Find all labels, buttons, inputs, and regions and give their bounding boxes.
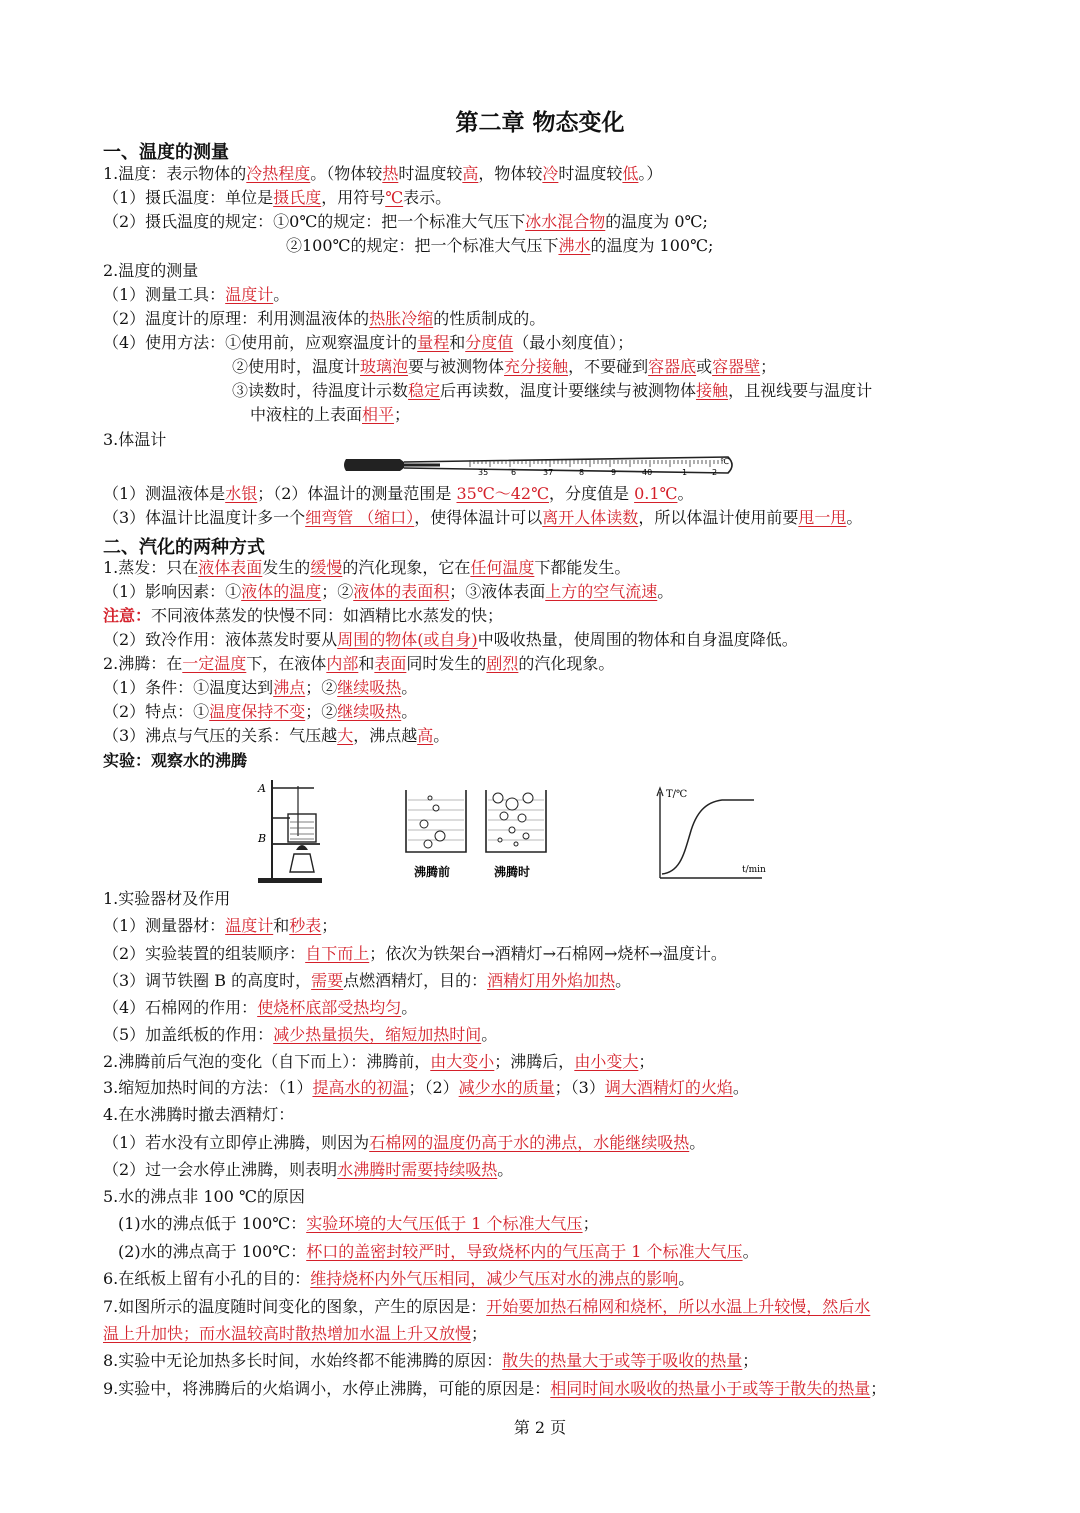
tick-label: 9 bbox=[611, 468, 617, 477]
temperature-curve bbox=[662, 800, 754, 874]
bubbles-figure bbox=[400, 786, 560, 886]
clinical-thermometer-figure bbox=[340, 449, 740, 481]
text-line: ②100℃的规定：把一个标准大气压下沸水的温度为 100℃; bbox=[286, 236, 714, 255]
text-line: (2)水的沸点高于 100℃：杯口的盖密封较严时，导致烧杯内的气压高于 1 个标准大气压。 bbox=[118, 1242, 759, 1261]
caption-before-boiling: 沸腾前 bbox=[414, 865, 451, 879]
alcohol-lamp bbox=[290, 854, 314, 872]
x-axis-label: t/min bbox=[742, 865, 766, 875]
text-line: （1）条件：①温度达到沸点；②继续吸热。 bbox=[103, 678, 418, 697]
temperature-time-graph bbox=[650, 784, 770, 884]
apparatus-figure bbox=[250, 776, 330, 886]
text-line: （4）石棉网的作用：使烧杯底部受热均匀。 bbox=[103, 998, 418, 1017]
text-line: 温上升加快；而水温较高时散热增加水温上升又放慢； bbox=[103, 1324, 488, 1343]
text-line: 1.实验器材及作用 bbox=[103, 889, 231, 908]
text-line: （3）调节铁圈 B 的高度时，需要点燃酒精灯，目的：酒精灯用外焰加热。 bbox=[103, 971, 632, 990]
text-line: (1)水的沸点低于 100℃：实验环境的大气压低于 1 个标准大气压； bbox=[118, 1214, 599, 1233]
text-line: （2）摄氏温度的规定：①0℃的规定：把一个标准大气压下冰水混合物的温度为 0℃; bbox=[103, 212, 708, 231]
tick-label: 37 bbox=[543, 468, 554, 477]
text-line: （1）测温液体是水银；（2）体温计的测量范围是 35℃～42℃，分度值是 0.1℃。 bbox=[103, 484, 694, 503]
text-line: （2）特点：①温度保持不变；②继续吸热。 bbox=[103, 702, 418, 721]
text-line: 1.温度：表示物体的冷热程度。（物体较热时温度较高，物体较冷时温度较低。） bbox=[103, 164, 663, 183]
tick-label: 2 bbox=[712, 468, 718, 477]
note-line: 注意：不同液体蒸发的快慢不同：如酒精比水蒸发的快； bbox=[103, 606, 504, 625]
tick-label: 1 bbox=[682, 468, 688, 477]
text-line: 2.沸腾前后气泡的变化（自下而上）：沸腾前，由大变小；沸腾后，由小变大； bbox=[103, 1052, 655, 1071]
page-title: 第二章 物态变化 bbox=[455, 110, 625, 136]
text-line: （1）影响因素：①液体的温度；②液体的表面积；③液体表面上方的空气流速。 bbox=[103, 582, 674, 601]
text-line: 3.体温计 bbox=[103, 430, 167, 449]
y-axis-label: T/℃ bbox=[666, 789, 688, 800]
text-line: （2）实验装置的组装顺序：自下而上；依次为铁架台→酒精灯→石棉网→烧杯→温度计。 bbox=[103, 944, 727, 963]
page-number: 第 2 页 bbox=[513, 1418, 567, 1437]
experiment-title: 实验：观察水的沸腾 bbox=[103, 751, 248, 770]
text-line: （4）使用方法：①使用前，应观察温度计的量程和分度值（最小刻度值）； bbox=[103, 333, 634, 352]
section-heading: 一、温度的测量 bbox=[103, 142, 229, 163]
tick-label: 8 bbox=[579, 468, 585, 477]
text-line: 4.在水沸腾时撤去酒精灯： bbox=[103, 1105, 295, 1124]
tick-label: 6 bbox=[511, 468, 517, 477]
text-line: （3）沸点与气压的关系：气压越大，沸点越高。 bbox=[103, 726, 450, 745]
caption-during-boiling: 沸腾时 bbox=[494, 865, 531, 879]
text-line: （1）摄氏温度：单位是摄氏度，用符号℃表示。 bbox=[103, 188, 452, 207]
text-line: （1）测量器材：温度计和秒表； bbox=[103, 916, 338, 935]
text-line: 9.实验中，将沸腾后的火焰调小，水停止沸腾，可能的原因是：相同时间水吸收的热量小于或等于散失的热量； bbox=[103, 1379, 887, 1398]
unit-label: ℃ bbox=[720, 457, 729, 466]
text-line: （3）体温计比温度计多一个细弯管 （缩口），使得体温计可以离开人体读数，所以体温计使用前要甩一甩。 bbox=[103, 508, 863, 527]
text-line: 2.沸腾：在一定温度下，在液体内部和表面同时发生的剧烈的汽化现象。 bbox=[103, 654, 615, 673]
tick-label: 35 bbox=[478, 468, 489, 477]
text-line: 7.如图所示的温度随时间变化的图象，产生的原因是：开始要加热石棉网和烧杯，所以水温上升较慢，然后水 bbox=[103, 1297, 871, 1316]
label-b: B bbox=[258, 832, 267, 845]
text-line: 1.蒸发：只在液体表面发生的缓慢的汽化现象，它在任何温度下都能发生。 bbox=[103, 558, 631, 577]
text-line: ②使用时，温度计玻璃泡要与被测物体充分接触，不要碰到容器底或容器壁； bbox=[232, 357, 777, 376]
text-line: （2）过一会水停止沸腾，则表明水沸腾时需要持续吸热。 bbox=[103, 1160, 514, 1179]
text-line: 中液柱的上表面相平； bbox=[250, 405, 411, 424]
text-line: （1）测量工具：温度计。 bbox=[103, 285, 290, 304]
text-line: （1）若水没有立即停止沸腾，则因为石棉网的温度仍高于水的沸点，水能继续吸热。 bbox=[103, 1133, 706, 1152]
flame bbox=[296, 845, 308, 850]
text-line: 3.缩短加热时间的方法：（1）提高水的初温；（2）减少水的质量；（3）调大酒精灯的火焰。 bbox=[103, 1078, 749, 1097]
text-line: 2.温度的测量 bbox=[103, 261, 199, 280]
text-line: 6.在纸板上留有小孔的目的：维持烧杯内外气压相同，减少气压对水的沸点的影响。 bbox=[103, 1269, 695, 1288]
text-line: 8.实验中无论加热多长时间，水始终都不能沸腾的原因：散失的热量大于或等于吸收的热量； bbox=[103, 1351, 759, 1370]
section-heading: 二、汽化的两种方式 bbox=[103, 537, 265, 558]
text-line: （2）致冷作用：液体蒸发时要从周围的物体(或自身)中吸收热量，使周围的物体和自身温度降低。 bbox=[103, 630, 798, 649]
text-line: （5）加盖纸板的作用：减少热量损失，缩短加热时间。 bbox=[103, 1025, 498, 1044]
text-line: （2）温度计的原理：利用测温液体的热胀冷缩的性质制成的。 bbox=[103, 309, 546, 328]
text-line: ③读数时，待温度计示数稳定后再读数，温度计要继续与被测物体接触，且视线要与温度计 bbox=[232, 381, 873, 400]
tick-label: 40 bbox=[642, 468, 653, 477]
mercury-bulb bbox=[344, 459, 404, 471]
label-a: A bbox=[258, 782, 266, 795]
text-line: 5.水的沸点非 100 ℃的原因 bbox=[103, 1187, 305, 1206]
